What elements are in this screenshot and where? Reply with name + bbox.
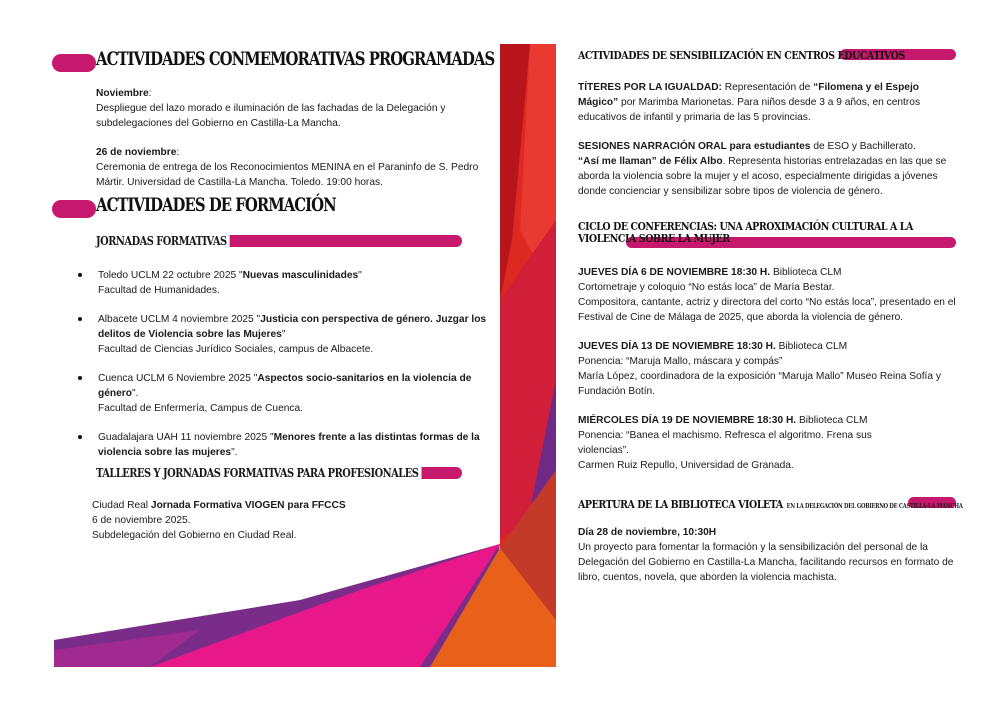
taller-block: Ciudad Real Jornada Formativa VIOGEN para FFCCS 6 de noviembre 2025. Subdelegación del Gobierno en Ciudad Real. bbox=[92, 500, 346, 541]
section-heading-conmemorativas: ACTIVIDADES CONMEMORATIVAS PROGRAMADAS bbox=[52, 48, 492, 78]
jornada-place: Facultad de Humanidades. bbox=[98, 285, 220, 296]
event-date: 26 de noviembre bbox=[96, 147, 177, 158]
event-date: Noviembre bbox=[96, 88, 149, 99]
section-heading-sensibilizacion: ACTIVIDADES DE SENSIBILIZACIÓN EN CENTROS EDUCATIVOS bbox=[578, 46, 960, 66]
bullet-icon bbox=[78, 317, 82, 321]
right-column bbox=[578, 46, 963, 585]
heading-pill-decoration bbox=[52, 54, 96, 72]
bullet-icon bbox=[78, 273, 82, 277]
event-item: Noviembre: Despliegue del lazo morado e iluminación de las fachadas de la Delegación y subdelegaciones del Gobierno en Castilla-La Mancha. bbox=[96, 86, 492, 131]
jornada-place: Facultad de Enfermería, Campus de Cuenca. bbox=[98, 403, 303, 414]
titeres-block: TÍTERES POR LA IGUALDAD: Representación de “Filomena y el Espejo Mágico” por Marimba Marionetas. Para niños desde 3 a 9 años, en centros educativos de infantil y primaria de las 5 provincias. bbox=[578, 82, 921, 123]
list-item: Guadalajara UAH 11 noviembre 2025 "Menores frente a las distintas formas de la violencia sobre las mujeres". bbox=[52, 430, 492, 460]
bullet-icon bbox=[78, 435, 82, 439]
section-heading-biblioteca: APERTURA DE LA BIBLIOTECA VIOLETA EN LA DELEGACIÓN DEL GOBIERNO DE CASTILLA-LA MANCHA bbox=[578, 498, 963, 511]
jornadas-list bbox=[52, 268, 492, 460]
heading-pill-decoration bbox=[52, 200, 96, 218]
section-heading-ciclo: CICLO DE CONFERENCIAS: UNA APROXIMACIÓN CULTURAL A LA VIOLENCIA SOBRE LA MUJER bbox=[578, 221, 960, 247]
biblioteca-block: Día 28 de noviembre, 10:30H Un proyecto para fomentar la formación y la sensibilización del personal de la Delegación del Gobierno en Castilla-La Mancha, facilitando recursos en formato de libro, cuentos, novela, que aborden la violencia machista. bbox=[578, 527, 954, 583]
conferencia-item: JUEVES DÍA 13 DE NOVIEMBRE 18:30 H. Biblioteca CLM Ponencia: “Maruja Mallo, máscara y compás” María López, coordinadora de la exposición “Maruja Mallo” Museo Reina Sofía y Fundación Botín. bbox=[578, 341, 941, 397]
conmemorativas-list bbox=[52, 86, 492, 190]
subheading-jornadas: JORNADAS FORMATIVAS bbox=[96, 232, 492, 250]
list-item: Toledo UCLM 22 octubre 2025 "Nuevas masculinidades" Facultad de Humanidades. bbox=[52, 268, 492, 298]
left-column bbox=[52, 48, 495, 543]
event-description: Ceremonia de entrega de los Reconocimientos MENINA en el Paraninfo de S. Pedro Mártir. Universidad de Castilla-La Mancha. Toledo. 19:00 horas. bbox=[96, 162, 479, 188]
list-item: Albacete UCLM 4 noviembre 2025 "Justicia con perspectiva de género. Juzgar los delitos de Violencia sobre las Mujeres" Facultad de Ciencias Jurídico Sociales, campus de Albacete. bbox=[52, 312, 492, 357]
jornada-place: Facultad de Ciencias Jurídico Sociales, campus de Albacete. bbox=[98, 344, 374, 355]
conferencia-item: JUEVES DÍA 6 DE NOVIEMBRE 18:30 H. Biblioteca CLM Cortometraje y coloquio “No estás loca” de María Bestar. Compositora, cantante, actriz y directora del corto “No estás loca”, presentado en el Festival de Cine de Málaga de 2025, que aborda la violencia de género. bbox=[578, 267, 956, 323]
conferencia-item: MIÉRCOLES DÍA 19 DE NOVIEMBRE 18:30 H. Biblioteca CLM Ponencia: “Banea el machismo. Refresca el algoritmo. Frena sus violencias”. Carmen Ruiz Repullo, Universidad de Granada. bbox=[578, 415, 872, 471]
event-item: 26 de noviembre: Ceremonia de entrega de los Reconocimientos MENINA en el Paraninfo de S. Pedro Mártir. Universidad de Castilla-La Mancha. Toledo. 19:00 horas. bbox=[96, 145, 492, 190]
event-description: Despliegue del lazo morado e iluminación de las fachadas de la Delegación y subdelegaciones del Gobierno en Castilla-La Mancha. bbox=[96, 103, 446, 129]
bullet-icon bbox=[78, 376, 82, 380]
narracion-block: SESIONES NARRACIÓN ORAL para estudiantes de ESO y Bachillerato. “Así me llaman” de Félix Albo. Representa historias entrelazadas en las que se aborda la violencia sobre la mujer y el acoso, especialmente dirigidas a jóvenes donde concienciar y sensibilizar sobre tipos de violencia de género. bbox=[578, 141, 947, 197]
subheading-talleres: TALLERES Y JORNADAS FORMATIVAS PARA PROFESIONALES bbox=[96, 464, 492, 482]
list-item: Cuenca UCLM 6 Noviembre 2025 "Aspectos socio-sanitarios en la violencia de género". Facultad de Enfermería, Campus de Cuenca. bbox=[52, 371, 492, 416]
section-heading-formacion: ACTIVIDADES DE FORMACIÓN bbox=[52, 194, 492, 224]
